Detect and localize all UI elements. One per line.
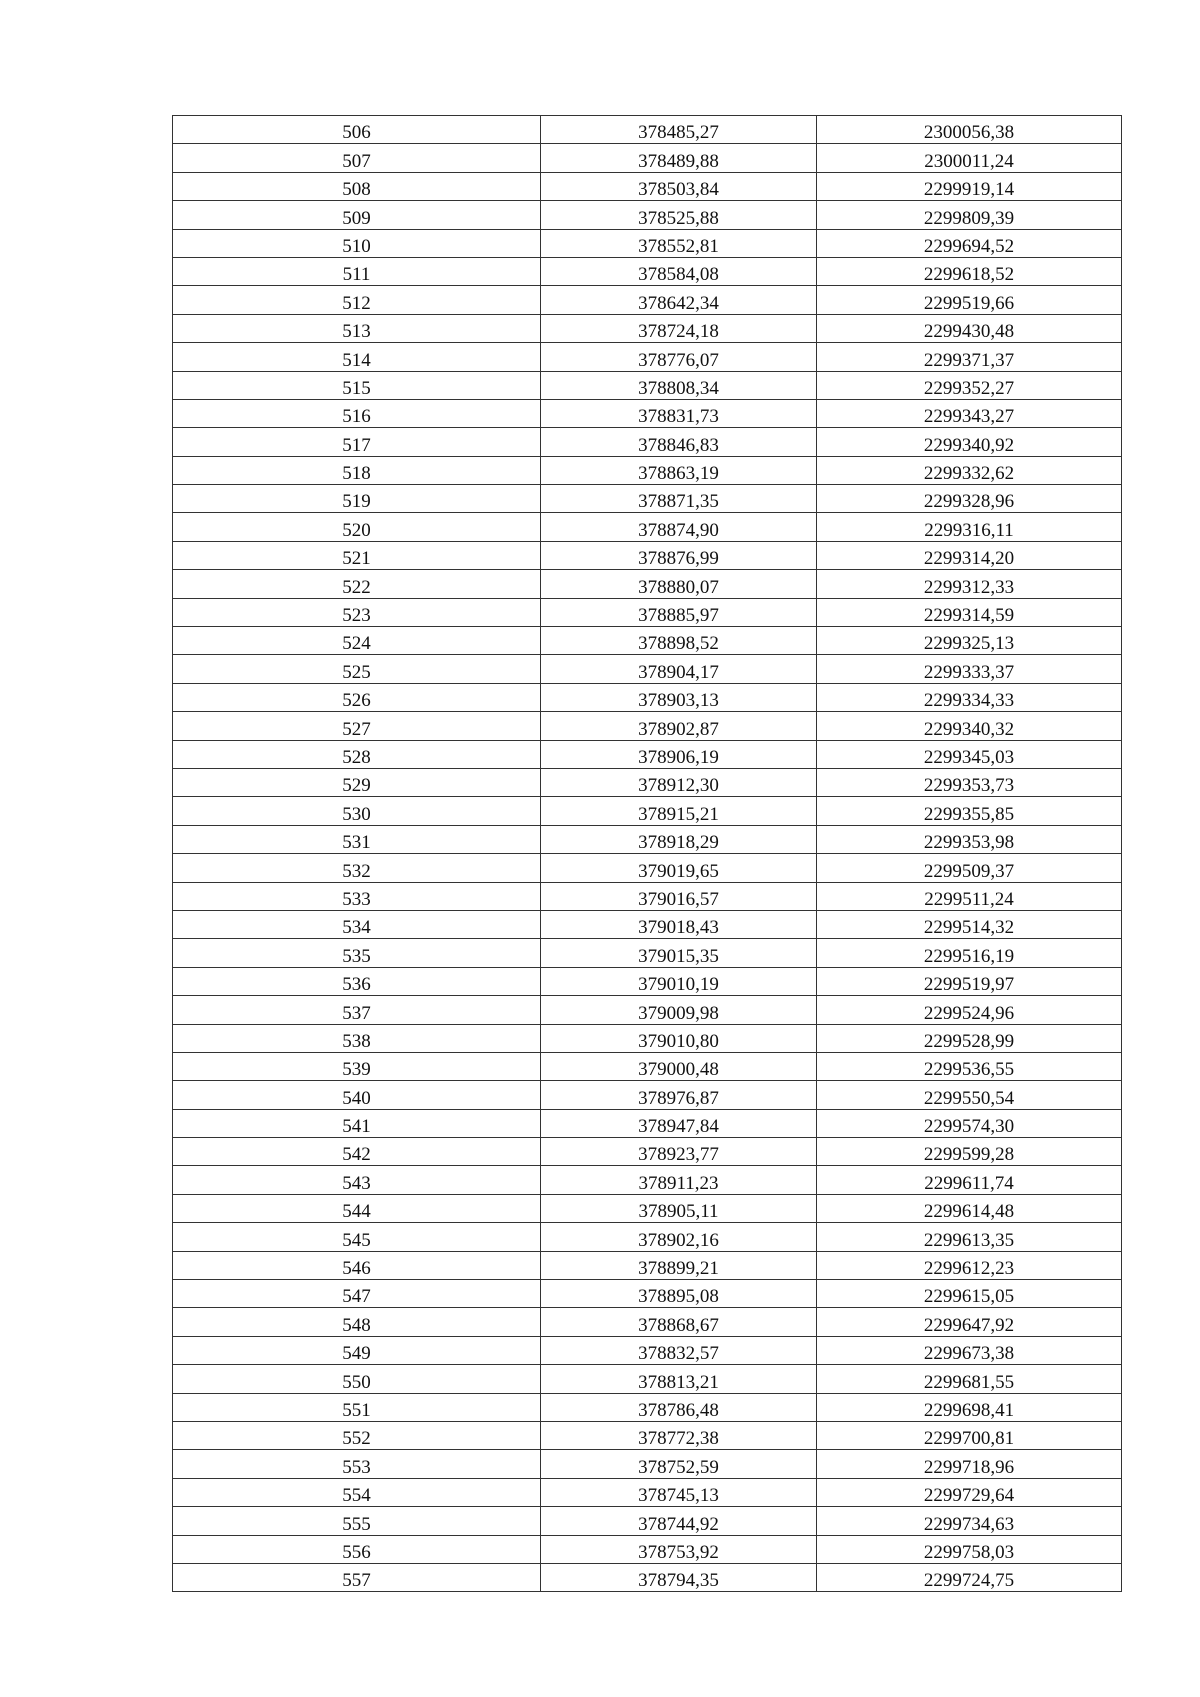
point-number-cell: 512 <box>173 286 541 314</box>
table-row <box>173 1024 1122 1052</box>
point-number-cell: 554 <box>173 1478 541 1506</box>
point-number-cell: 530 <box>173 797 541 825</box>
x-coordinate-cell: 378911,23 <box>541 1166 817 1194</box>
table-row <box>173 1280 1122 1308</box>
table-row <box>173 1450 1122 1478</box>
table-row <box>173 1308 1122 1336</box>
x-coordinate-cell: 378745,13 <box>541 1478 817 1506</box>
x-coordinate-cell: 379000,48 <box>541 1052 817 1080</box>
y-coordinate-cell: 2299353,98 <box>817 825 1122 853</box>
y-coordinate-cell: 2299673,38 <box>817 1336 1122 1364</box>
x-coordinate-cell: 378776,07 <box>541 343 817 371</box>
table-row <box>173 428 1122 456</box>
point-number-cell: 520 <box>173 513 541 541</box>
x-coordinate-cell: 378905,11 <box>541 1194 817 1222</box>
point-number-cell: 532 <box>173 854 541 882</box>
x-coordinate-cell: 378871,35 <box>541 485 817 513</box>
point-number-cell: 518 <box>173 456 541 484</box>
point-number-cell: 536 <box>173 967 541 995</box>
x-coordinate-cell: 379010,19 <box>541 967 817 995</box>
point-number-cell: 556 <box>173 1535 541 1563</box>
y-coordinate-cell: 2299345,03 <box>817 740 1122 768</box>
x-coordinate-cell: 378846,83 <box>541 428 817 456</box>
y-coordinate-cell: 2299353,73 <box>817 768 1122 796</box>
y-coordinate-cell: 2299519,66 <box>817 286 1122 314</box>
table-row <box>173 513 1122 541</box>
x-coordinate-cell: 379015,35 <box>541 939 817 967</box>
point-number-cell: 525 <box>173 655 541 683</box>
y-coordinate-cell: 2299430,48 <box>817 314 1122 342</box>
x-coordinate-cell: 378976,87 <box>541 1081 817 1109</box>
point-number-cell: 510 <box>173 229 541 257</box>
x-coordinate-cell: 379019,65 <box>541 854 817 882</box>
y-coordinate-cell: 2299343,27 <box>817 399 1122 427</box>
y-coordinate-cell: 2299511,24 <box>817 882 1122 910</box>
x-coordinate-cell: 378863,19 <box>541 456 817 484</box>
x-coordinate-cell: 378947,84 <box>541 1109 817 1137</box>
table-row <box>173 797 1122 825</box>
x-coordinate-cell: 378808,34 <box>541 371 817 399</box>
y-coordinate-cell: 2299734,63 <box>817 1507 1122 1535</box>
point-number-cell: 544 <box>173 1194 541 1222</box>
table-row <box>173 399 1122 427</box>
point-number-cell: 531 <box>173 825 541 853</box>
y-coordinate-cell: 2299312,33 <box>817 570 1122 598</box>
y-coordinate-cell: 2299340,32 <box>817 712 1122 740</box>
table-row <box>173 172 1122 200</box>
point-number-cell: 507 <box>173 144 541 172</box>
y-coordinate-cell: 2299694,52 <box>817 229 1122 257</box>
table-row <box>173 1365 1122 1393</box>
coordinate-table-body <box>173 116 1122 1592</box>
y-coordinate-cell: 2299614,48 <box>817 1194 1122 1222</box>
table-row <box>173 371 1122 399</box>
point-number-cell: 529 <box>173 768 541 796</box>
x-coordinate-cell: 378642,34 <box>541 286 817 314</box>
point-number-cell: 542 <box>173 1138 541 1166</box>
point-number-cell: 523 <box>173 598 541 626</box>
x-coordinate-cell: 378584,08 <box>541 257 817 285</box>
x-coordinate-cell: 379010,80 <box>541 1024 817 1052</box>
x-coordinate-cell: 378503,84 <box>541 172 817 200</box>
x-coordinate-cell: 378724,18 <box>541 314 817 342</box>
y-coordinate-cell: 2299613,35 <box>817 1223 1122 1251</box>
x-coordinate-cell: 378485,27 <box>541 116 817 144</box>
y-coordinate-cell: 2299612,23 <box>817 1251 1122 1279</box>
table-row <box>173 655 1122 683</box>
y-coordinate-cell: 2299615,05 <box>817 1280 1122 1308</box>
x-coordinate-cell: 378898,52 <box>541 627 817 655</box>
point-number-cell: 538 <box>173 1024 541 1052</box>
point-number-cell: 516 <box>173 399 541 427</box>
table-row <box>173 1138 1122 1166</box>
point-number-cell: 511 <box>173 257 541 285</box>
point-number-cell: 514 <box>173 343 541 371</box>
x-coordinate-cell: 379018,43 <box>541 910 817 938</box>
point-number-cell: 553 <box>173 1450 541 1478</box>
table-row <box>173 201 1122 229</box>
table-row <box>173 541 1122 569</box>
point-number-cell: 513 <box>173 314 541 342</box>
point-number-cell: 539 <box>173 1052 541 1080</box>
table-row <box>173 1109 1122 1137</box>
y-coordinate-cell: 2299524,96 <box>817 996 1122 1024</box>
x-coordinate-cell: 378880,07 <box>541 570 817 598</box>
table-row <box>173 967 1122 995</box>
table-row <box>173 1535 1122 1563</box>
point-number-cell: 527 <box>173 712 541 740</box>
table-row <box>173 740 1122 768</box>
y-coordinate-cell: 2299599,28 <box>817 1138 1122 1166</box>
y-coordinate-cell: 2299340,92 <box>817 428 1122 456</box>
point-number-cell: 546 <box>173 1251 541 1279</box>
x-coordinate-cell: 379016,57 <box>541 882 817 910</box>
x-coordinate-cell: 378813,21 <box>541 1365 817 1393</box>
point-number-cell: 547 <box>173 1280 541 1308</box>
x-coordinate-cell: 378868,67 <box>541 1308 817 1336</box>
table-row <box>173 825 1122 853</box>
x-coordinate-cell: 378552,81 <box>541 229 817 257</box>
y-coordinate-cell: 2299681,55 <box>817 1365 1122 1393</box>
table-row <box>173 1081 1122 1109</box>
y-coordinate-cell: 2299550,54 <box>817 1081 1122 1109</box>
x-coordinate-cell: 378876,99 <box>541 541 817 569</box>
y-coordinate-cell: 2299729,64 <box>817 1478 1122 1506</box>
x-coordinate-cell: 378906,19 <box>541 740 817 768</box>
table-row <box>173 1223 1122 1251</box>
y-coordinate-cell: 2299809,39 <box>817 201 1122 229</box>
point-number-cell: 535 <box>173 939 541 967</box>
table-row <box>173 882 1122 910</box>
x-coordinate-cell: 378902,87 <box>541 712 817 740</box>
table-row <box>173 598 1122 626</box>
table-row <box>173 1336 1122 1364</box>
x-coordinate-cell: 378874,90 <box>541 513 817 541</box>
x-coordinate-cell: 378794,35 <box>541 1563 817 1591</box>
x-coordinate-cell: 378753,92 <box>541 1535 817 1563</box>
y-coordinate-cell: 2299333,37 <box>817 655 1122 683</box>
x-coordinate-cell: 379009,98 <box>541 996 817 1024</box>
table-row <box>173 712 1122 740</box>
point-number-cell: 521 <box>173 541 541 569</box>
y-coordinate-cell: 2299332,62 <box>817 456 1122 484</box>
y-coordinate-cell: 2299574,30 <box>817 1109 1122 1137</box>
y-coordinate-cell: 2299516,19 <box>817 939 1122 967</box>
y-coordinate-cell: 2299334,33 <box>817 683 1122 711</box>
table-row <box>173 1563 1122 1591</box>
y-coordinate-cell: 2299314,20 <box>817 541 1122 569</box>
point-number-cell: 519 <box>173 485 541 513</box>
table-row <box>173 286 1122 314</box>
table-row <box>173 314 1122 342</box>
table-row <box>173 683 1122 711</box>
y-coordinate-cell: 2300011,24 <box>817 144 1122 172</box>
x-coordinate-cell: 378832,57 <box>541 1336 817 1364</box>
point-number-cell: 528 <box>173 740 541 768</box>
y-coordinate-cell: 2299758,03 <box>817 1535 1122 1563</box>
coordinate-table <box>172 115 1122 1592</box>
y-coordinate-cell: 2299509,37 <box>817 854 1122 882</box>
point-number-cell: 545 <box>173 1223 541 1251</box>
point-number-cell: 550 <box>173 1365 541 1393</box>
x-coordinate-cell: 378744,92 <box>541 1507 817 1535</box>
table-row <box>173 627 1122 655</box>
y-coordinate-cell: 2299724,75 <box>817 1563 1122 1591</box>
x-coordinate-cell: 378918,29 <box>541 825 817 853</box>
point-number-cell: 543 <box>173 1166 541 1194</box>
table-row <box>173 1507 1122 1535</box>
table-row <box>173 257 1122 285</box>
point-number-cell: 551 <box>173 1393 541 1421</box>
x-coordinate-cell: 378923,77 <box>541 1138 817 1166</box>
y-coordinate-cell: 2299919,14 <box>817 172 1122 200</box>
table-row <box>173 939 1122 967</box>
table-row <box>173 485 1122 513</box>
y-coordinate-cell: 2299355,85 <box>817 797 1122 825</box>
y-coordinate-cell: 2299618,52 <box>817 257 1122 285</box>
y-coordinate-cell: 2299325,13 <box>817 627 1122 655</box>
point-number-cell: 522 <box>173 570 541 598</box>
table-row <box>173 144 1122 172</box>
table-row <box>173 1251 1122 1279</box>
y-coordinate-cell: 2299528,99 <box>817 1024 1122 1052</box>
table-row <box>173 1393 1122 1421</box>
x-coordinate-cell: 378903,13 <box>541 683 817 711</box>
x-coordinate-cell: 378902,16 <box>541 1223 817 1251</box>
point-number-cell: 541 <box>173 1109 541 1137</box>
point-number-cell: 548 <box>173 1308 541 1336</box>
table-row <box>173 116 1122 144</box>
table-row <box>173 1166 1122 1194</box>
x-coordinate-cell: 378885,97 <box>541 598 817 626</box>
table-row <box>173 910 1122 938</box>
table-row <box>173 343 1122 371</box>
x-coordinate-cell: 378899,21 <box>541 1251 817 1279</box>
y-coordinate-cell: 2299700,81 <box>817 1421 1122 1449</box>
x-coordinate-cell: 378772,38 <box>541 1421 817 1449</box>
table-row <box>173 570 1122 598</box>
y-coordinate-cell: 2299698,41 <box>817 1393 1122 1421</box>
x-coordinate-cell: 378904,17 <box>541 655 817 683</box>
y-coordinate-cell: 2299536,55 <box>817 1052 1122 1080</box>
x-coordinate-cell: 378752,59 <box>541 1450 817 1478</box>
point-number-cell: 552 <box>173 1421 541 1449</box>
point-number-cell: 534 <box>173 910 541 938</box>
table-row <box>173 456 1122 484</box>
table-row <box>173 229 1122 257</box>
point-number-cell: 555 <box>173 1507 541 1535</box>
point-number-cell: 540 <box>173 1081 541 1109</box>
table-row <box>173 996 1122 1024</box>
x-coordinate-cell: 378489,88 <box>541 144 817 172</box>
y-coordinate-cell: 2299352,27 <box>817 371 1122 399</box>
point-number-cell: 506 <box>173 116 541 144</box>
y-coordinate-cell: 2300056,38 <box>817 116 1122 144</box>
point-number-cell: 533 <box>173 882 541 910</box>
point-number-cell: 524 <box>173 627 541 655</box>
point-number-cell: 515 <box>173 371 541 399</box>
table-row <box>173 1194 1122 1222</box>
y-coordinate-cell: 2299718,96 <box>817 1450 1122 1478</box>
point-number-cell: 549 <box>173 1336 541 1364</box>
x-coordinate-cell: 378895,08 <box>541 1280 817 1308</box>
x-coordinate-cell: 378915,21 <box>541 797 817 825</box>
x-coordinate-cell: 378525,88 <box>541 201 817 229</box>
table-row <box>173 1478 1122 1506</box>
point-number-cell: 557 <box>173 1563 541 1591</box>
point-number-cell: 537 <box>173 996 541 1024</box>
table-row <box>173 854 1122 882</box>
x-coordinate-cell: 378831,73 <box>541 399 817 427</box>
y-coordinate-cell: 2299519,97 <box>817 967 1122 995</box>
x-coordinate-cell: 378786,48 <box>541 1393 817 1421</box>
table-row <box>173 768 1122 796</box>
table-row <box>173 1421 1122 1449</box>
table-row <box>173 1052 1122 1080</box>
point-number-cell: 508 <box>173 172 541 200</box>
y-coordinate-cell: 2299371,37 <box>817 343 1122 371</box>
y-coordinate-cell: 2299316,11 <box>817 513 1122 541</box>
y-coordinate-cell: 2299514,32 <box>817 910 1122 938</box>
x-coordinate-cell: 378912,30 <box>541 768 817 796</box>
point-number-cell: 509 <box>173 201 541 229</box>
y-coordinate-cell: 2299647,92 <box>817 1308 1122 1336</box>
y-coordinate-cell: 2299314,59 <box>817 598 1122 626</box>
point-number-cell: 517 <box>173 428 541 456</box>
point-number-cell: 526 <box>173 683 541 711</box>
y-coordinate-cell: 2299328,96 <box>817 485 1122 513</box>
y-coordinate-cell: 2299611,74 <box>817 1166 1122 1194</box>
